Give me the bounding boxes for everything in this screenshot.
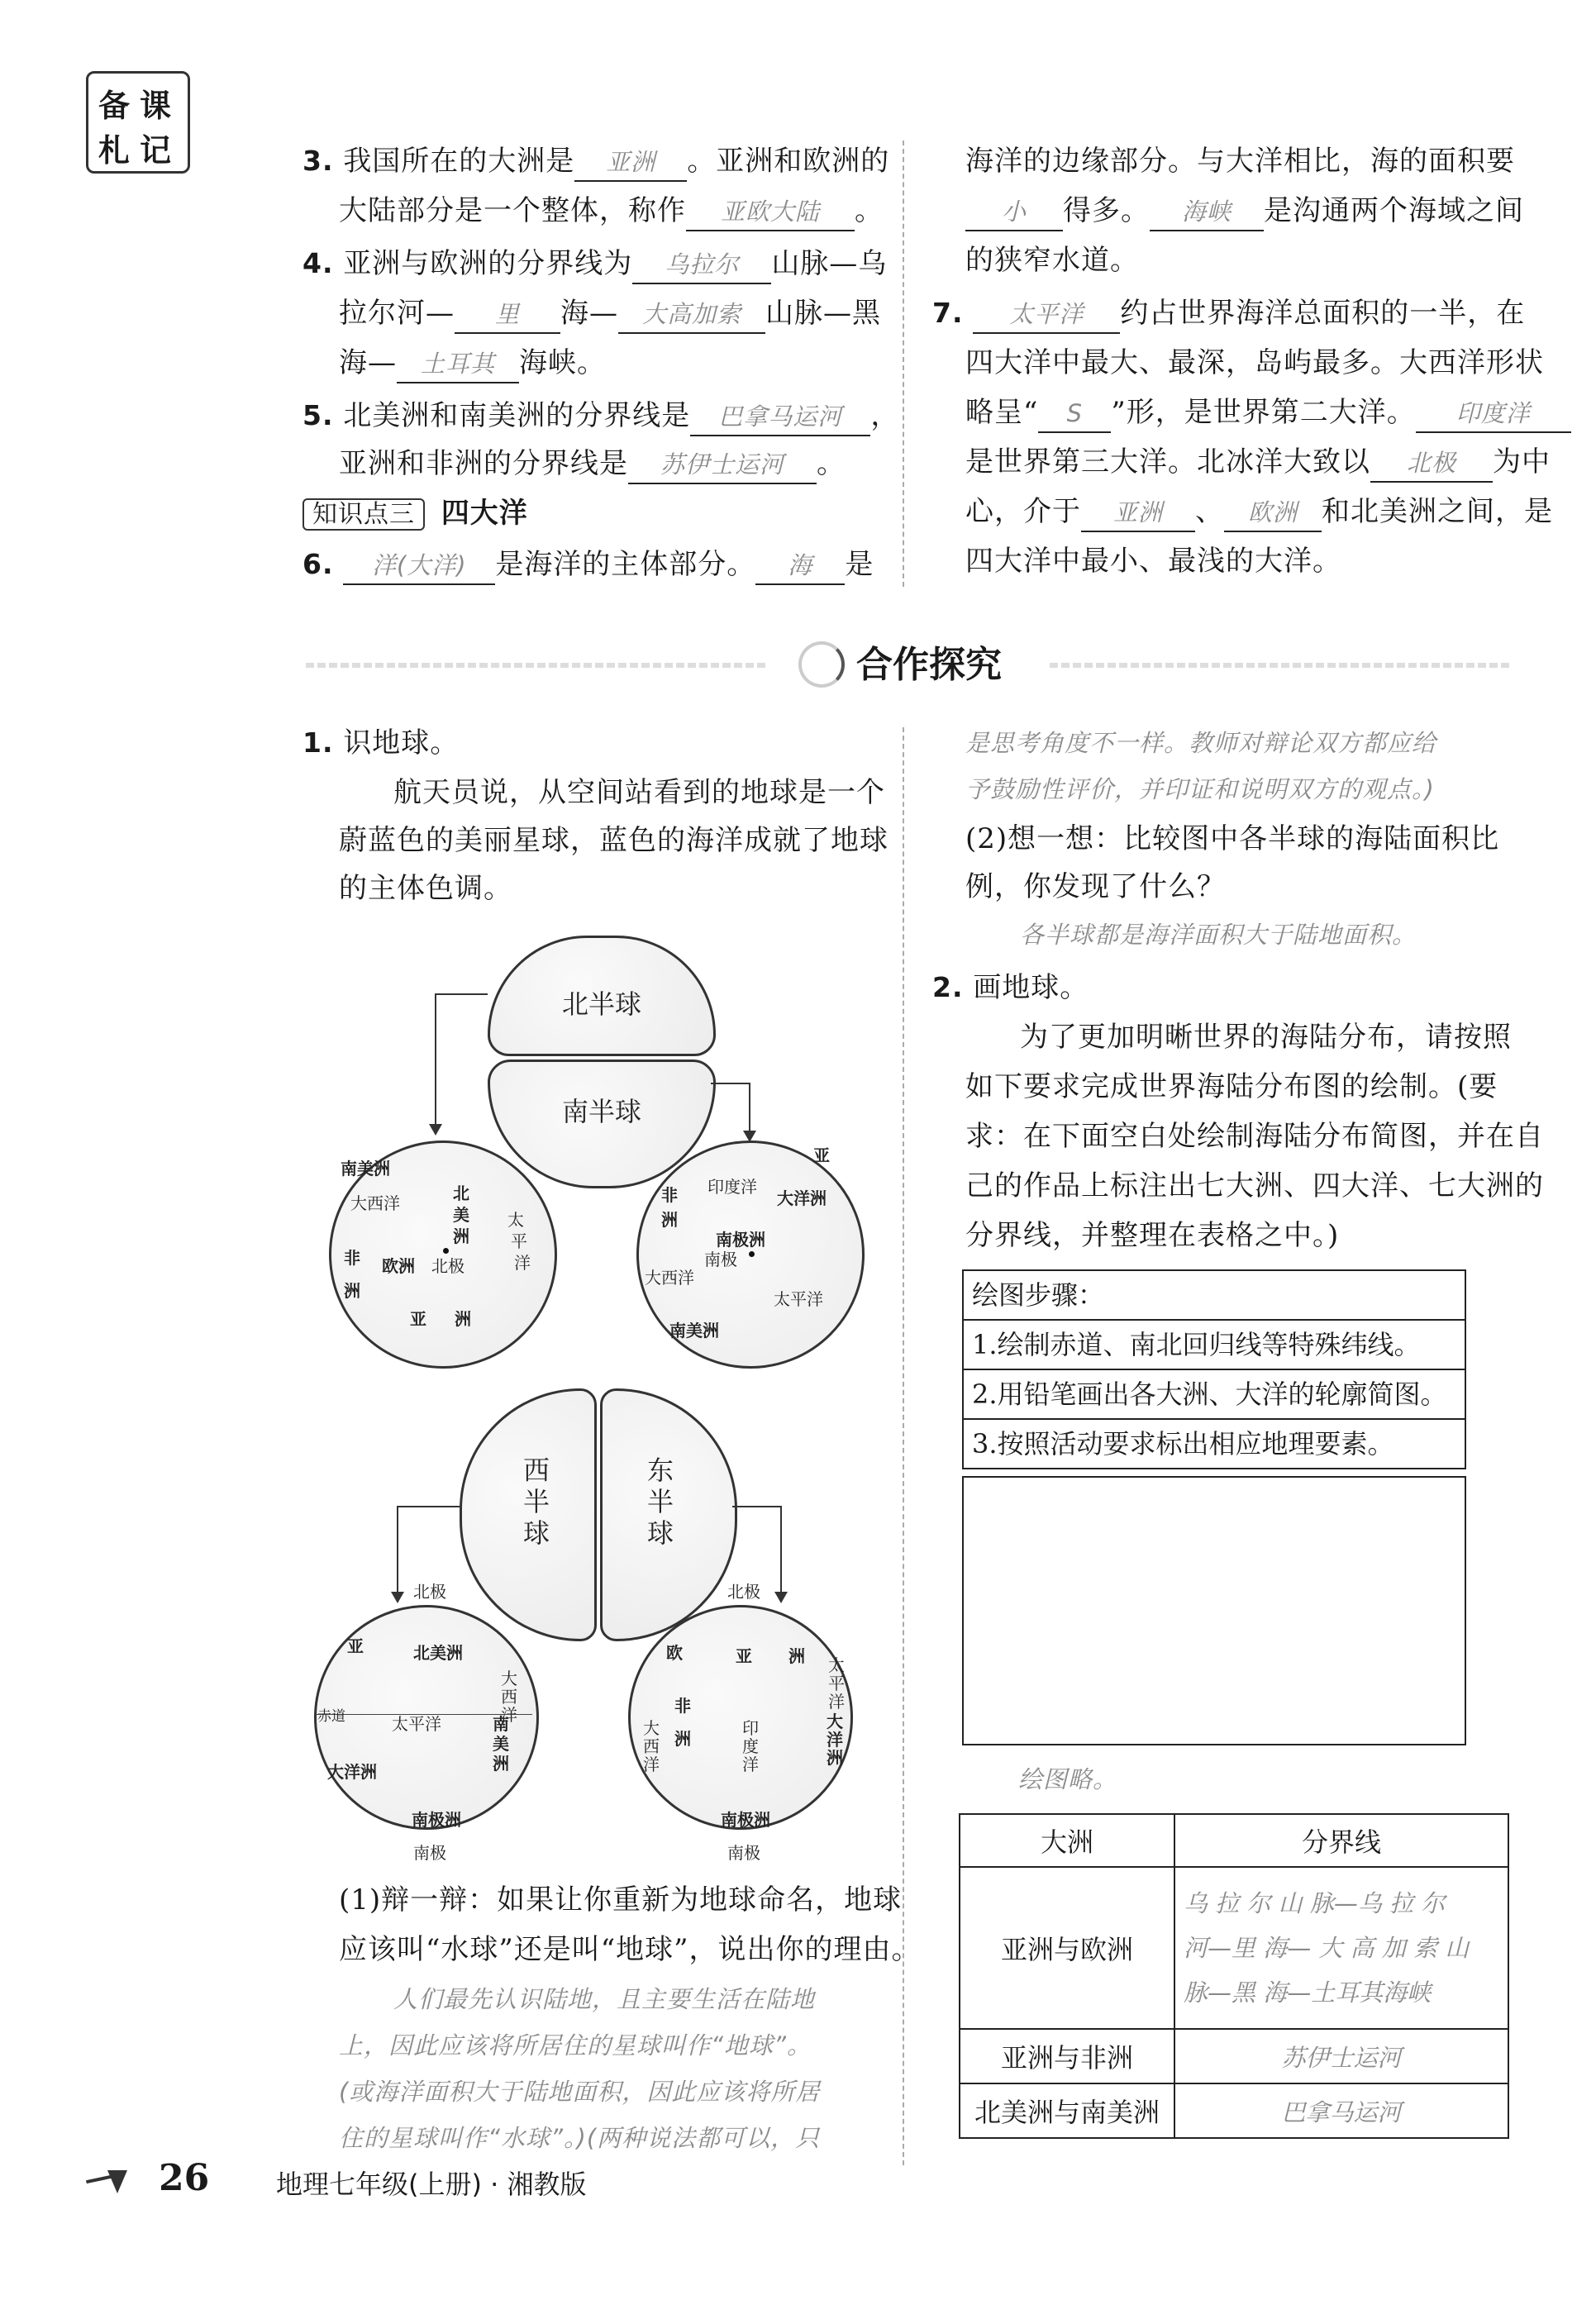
exercise-2-text: 如下要求完成世界海陆分布图的绘制。(要 bbox=[965, 1070, 1498, 1103]
handwritten-answer: 是思考角度不一样。教师对辩论双方都应给 bbox=[965, 729, 1437, 757]
footer-ornament-icon bbox=[86, 2167, 132, 2197]
arrow-line bbox=[732, 1506, 780, 1507]
logo-char: 札 bbox=[98, 131, 131, 169]
logo bbox=[86, 71, 190, 174]
section-rule-left bbox=[306, 663, 769, 668]
question-6-line4: 的狭窄水道。 bbox=[965, 244, 1139, 277]
exercise-2-text: 己的作品上标注出七大洲、四大洋、七大洲的 bbox=[965, 1169, 1544, 1202]
question-3: 3. 我国所在的大洲是 亚洲 。亚洲和欧洲的 bbox=[303, 137, 889, 185]
table-row bbox=[960, 2083, 1508, 2138]
question-7-line6: 四大洋中最小、最浅的大洋。 bbox=[965, 545, 1341, 578]
step-item: 1.绘制赤道、南北回归线等特殊纬线。 bbox=[964, 1321, 1465, 1370]
question-5-line2: 亚洲和非洲的分界线是 苏伊士运河 。 bbox=[339, 440, 846, 488]
table-cell: 亚洲与欧洲 bbox=[960, 1867, 1174, 2029]
answer-blank: 洋(大洋) bbox=[343, 547, 495, 585]
south-hemisphere-label: 南半球 bbox=[562, 1096, 642, 1127]
question-6: 6. 洋(大洋) 是海洋的主体部分。 海 是 bbox=[303, 540, 874, 588]
table-row bbox=[960, 1867, 1508, 2029]
knowledge-point-3 bbox=[303, 489, 528, 537]
section-icon bbox=[798, 641, 845, 688]
answer-blank: 里 bbox=[455, 296, 560, 334]
subquestion-2-line2: 例，你发现了什么？ bbox=[965, 870, 1226, 903]
table-row bbox=[960, 2029, 1508, 2083]
book-title: 地理七年级(上册) · 湘教版 bbox=[276, 2169, 587, 2200]
page-number: 26 bbox=[159, 2157, 210, 2199]
answer-blank: S bbox=[1038, 395, 1111, 433]
question-7-line2: 四大洋中最大、最深，岛屿最多。大西洋形状 bbox=[965, 346, 1544, 379]
table-cell: 亚洲与非洲 bbox=[960, 2029, 1174, 2083]
arrow-line bbox=[397, 1506, 398, 1593]
question-7-line5: 心，介于 亚洲 、 欧洲 和北美洲之间，是 bbox=[965, 488, 1553, 536]
arrow-line bbox=[435, 993, 488, 995]
question-6-line3: 小 得多。 海峡 是沟通两个海域之间 bbox=[965, 187, 1524, 235]
answer-blank: 亚洲 bbox=[1081, 494, 1195, 532]
arrow-line bbox=[780, 1506, 782, 1593]
east-hemisphere-map bbox=[628, 1605, 853, 1830]
exercise-2-text: 分界线，并整理在表格之中。) bbox=[965, 1219, 1340, 1252]
subquestion-2: (2)想一想：比较图中各半球的海陆面积比 bbox=[965, 822, 1500, 855]
handwritten-answer: 人们最先认识陆地，且主要生活在陆地 bbox=[393, 1985, 816, 2013]
answer-blank: 巴拿马运河 bbox=[690, 398, 870, 436]
logo-char: 记 bbox=[140, 131, 172, 169]
subquestion-1: (1)辩一辩：如果让你重新为地球命名，地球 bbox=[339, 1883, 903, 1917]
header-cell: 大洲 bbox=[960, 1814, 1174, 1867]
exercise-2-text: 求：在下面空白处绘制海陆分布简图，并在自 bbox=[965, 1120, 1544, 1153]
arrow-line bbox=[749, 1083, 750, 1132]
table-cell: 苏伊士运河 bbox=[1174, 2029, 1508, 2083]
drawing-steps-box bbox=[962, 1269, 1466, 1469]
handwritten-answer: 住的星球叫作“水球”。)(两种说法都可以，只 bbox=[339, 2124, 821, 2152]
knowledge-badge: 知识点三 bbox=[303, 498, 425, 531]
question-7-line4: 是世界第三大洋。北冰洋大致以 北极 为中 bbox=[965, 438, 1551, 486]
handwritten-answer: 予鼓励性评价，并印证和说明双方的观点。) bbox=[965, 775, 1435, 803]
answer-blank: 大高加索 bbox=[618, 296, 765, 334]
handwritten-answer: 各半球都是海洋面积大于陆地面积。 bbox=[1020, 921, 1417, 949]
answer-blank: 乌拉尔 bbox=[632, 246, 771, 284]
question-7: 7. 太平洋 约占世界海洋总面积的一半，在 bbox=[932, 289, 1525, 337]
arrow-line bbox=[711, 1083, 749, 1084]
question-5: 5. 北美洲和南美洲的分界线是 巴拿马运河 ， bbox=[303, 392, 899, 440]
table-cell: 乌 拉 尔 山 脉—乌 拉 尔 河—里 海— 大 高 加 索 山 脉—黑 海—土耳其海峡 bbox=[1174, 1867, 1508, 2029]
question-7-line3: 略呈“ S ”形，是世界第二大洋。 印度洋 bbox=[965, 388, 1571, 436]
logo-char: 备 bbox=[98, 87, 131, 124]
answer-blank: 印度洋 bbox=[1416, 395, 1571, 433]
exercise-2-text: 为了更加明晰世界的海陆分布，请按照 bbox=[1020, 1021, 1512, 1054]
arrow-line bbox=[435, 993, 436, 1126]
drawing-area[interactable] bbox=[962, 1476, 1466, 1745]
header-cell: 分界线 bbox=[1174, 1814, 1508, 1867]
answer-blank: 北极 bbox=[1370, 445, 1493, 483]
question-6-line2: 海洋的边缘部分。与大洋相比，海的面积要 bbox=[965, 145, 1515, 178]
answer-blank: 亚欧大陆 bbox=[686, 193, 855, 231]
handwritten-answer: (或海洋面积大于陆地面积，因此应该将所居 bbox=[339, 2078, 821, 2106]
handwritten-answer: 上，因此应该将所居住的星球叫作“地球”。 bbox=[339, 2031, 812, 2059]
pole-dot bbox=[749, 1251, 755, 1257]
west-hemisphere-label: 西半球 bbox=[519, 1456, 550, 1550]
answer-blank: 土耳其 bbox=[397, 345, 519, 383]
subquestion-1-line2: 应该叫“水球”还是叫“地球”，说出你的理由。 bbox=[339, 1933, 921, 1966]
table-cell: 巴拿马运河 bbox=[1174, 2083, 1508, 2138]
answer-blank: 欧洲 bbox=[1224, 494, 1322, 532]
north-hemisphere-label: 北半球 bbox=[562, 988, 642, 1020]
answer-blank: 太平洋 bbox=[973, 296, 1120, 334]
answer-blank: 海峡 bbox=[1150, 193, 1264, 231]
section-title: 合作探究 bbox=[856, 644, 1002, 686]
arrow-line bbox=[397, 1506, 460, 1507]
table-header bbox=[960, 1814, 1508, 1867]
answer-blank: 小 bbox=[965, 193, 1063, 231]
question-4-line3: 海— 土耳其 海峡。 bbox=[339, 339, 606, 387]
logo-char: 课 bbox=[140, 87, 172, 124]
steps-title: 绘图步骤： bbox=[964, 1271, 1465, 1321]
question-4: 4. 亚洲与欧洲的分界线为 乌拉尔 山脉—乌 bbox=[303, 240, 887, 288]
answer-blank: 亚洲 bbox=[574, 144, 687, 182]
arrow-head bbox=[774, 1592, 788, 1603]
table-cell: 北美洲与南美洲 bbox=[960, 2083, 1174, 2138]
section-rule-right bbox=[1050, 663, 1513, 668]
exercise-1-text: 航天员说，从空间站看到的地球是一个 bbox=[393, 776, 885, 809]
column-divider bbox=[903, 140, 904, 587]
exercise-1-text: 蔚蓝色的美丽星球，蓝色的海洋成就了地球 bbox=[339, 824, 889, 857]
step-item: 3.按照活动要求标出相应地理要素。 bbox=[972, 1428, 1394, 1459]
exercise-1-title: 1. 识地球。 bbox=[303, 726, 460, 760]
boundary-table bbox=[959, 1813, 1509, 2139]
drawing-note: 绘图略。 bbox=[1018, 1765, 1118, 1793]
question-3-line2: 大陆部分是一个整体，称作 亚欧大陆 。 bbox=[339, 187, 884, 235]
question-4-line2: 拉尔河— 里 海— 大高加索 山脉—黑 bbox=[339, 289, 881, 337]
pole-dot bbox=[443, 1248, 449, 1254]
arrow-head bbox=[429, 1124, 442, 1136]
exercise-2-title: 2. 画地球。 bbox=[932, 971, 1089, 1004]
knowledge-title: 四大洋 bbox=[441, 497, 528, 530]
answer-blank: 苏伊士运河 bbox=[628, 446, 817, 484]
arrow-head bbox=[391, 1592, 404, 1603]
step-item: 2.用铅笔画出各大洲、大洋的轮廓简图。 bbox=[964, 1370, 1465, 1420]
east-hemisphere-label: 东半球 bbox=[643, 1456, 674, 1550]
exercise-1-text: 的主体色调。 bbox=[339, 872, 512, 905]
answer-blank: 海 bbox=[755, 547, 845, 585]
